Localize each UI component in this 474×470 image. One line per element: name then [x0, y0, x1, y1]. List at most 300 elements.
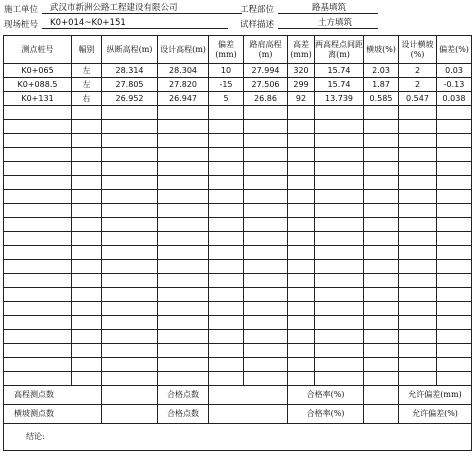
- empty-row: [4, 148, 472, 162]
- empty-cell: [72, 288, 102, 302]
- empty-cell: [4, 316, 72, 330]
- empty-cell: [364, 162, 399, 176]
- empty-cell: [288, 190, 315, 204]
- station-cell: K0+131: [4, 92, 72, 106]
- slope-dev-cell: 0.03: [437, 64, 472, 78]
- empty-cell: [244, 148, 288, 162]
- empty-cell: [72, 232, 102, 246]
- empty-cell: [399, 288, 437, 302]
- empty-cell: [4, 162, 72, 176]
- empty-cell: [209, 148, 244, 162]
- header-row: [4, 36, 472, 64]
- table-row: [4, 78, 472, 92]
- slope-pass-value: [209, 405, 288, 424]
- empty-cell: [72, 274, 102, 288]
- empty-cell: [72, 218, 102, 232]
- col-header: 路肩高程(m): [244, 36, 288, 64]
- empty-cell: [288, 176, 315, 190]
- empty-cell: [315, 274, 364, 288]
- empty-cell: [102, 176, 158, 190]
- side-cell: 左: [72, 78, 102, 92]
- empty-cell: [437, 120, 472, 134]
- empty-cell: [437, 288, 472, 302]
- empty-cell: [399, 204, 437, 218]
- empty-cell: [158, 176, 209, 190]
- slope-summary-row: [4, 405, 472, 424]
- empty-cell: [244, 120, 288, 134]
- empty-row: [4, 232, 472, 246]
- empty-cell: [364, 190, 399, 204]
- empty-cell: [4, 246, 72, 260]
- empty-cell: [399, 134, 437, 148]
- empty-cell: [399, 358, 437, 372]
- slope-allow-label: 允许偏差(%): [399, 405, 472, 424]
- empty-cell: [72, 148, 102, 162]
- empty-cell: [158, 106, 209, 120]
- station-value: K0+014~K0+151: [50, 18, 126, 28]
- slope-cell: 2.03: [364, 64, 399, 78]
- empty-cell: [244, 246, 288, 260]
- conclusion-label: 结论:: [4, 424, 472, 451]
- empty-cell: [364, 218, 399, 232]
- empty-cell: [4, 288, 72, 302]
- empty-cell: [244, 358, 288, 372]
- empty-cell: [4, 232, 72, 246]
- empty-cell: [315, 106, 364, 120]
- empty-cell: [72, 106, 102, 120]
- empty-cell: [209, 260, 244, 274]
- empty-cell: [158, 218, 209, 232]
- empty-cell: [244, 190, 288, 204]
- empty-cell: [288, 204, 315, 218]
- col-header: 两高程点间距离(m): [315, 36, 364, 64]
- empty-cell: [364, 120, 399, 134]
- empty-cell: [364, 148, 399, 162]
- col-header: 设计横坡(%): [399, 36, 437, 64]
- empty-cell: [399, 246, 437, 260]
- empty-cell: [4, 218, 72, 232]
- table-row: [4, 92, 472, 106]
- empty-cell: [288, 274, 315, 288]
- empty-cell: [364, 372, 399, 386]
- empty-cell: [72, 162, 102, 176]
- empty-cell: [315, 120, 364, 134]
- empty-cell: [102, 106, 158, 120]
- empty-cell: [244, 344, 288, 358]
- col-header: 高差(mm): [288, 36, 315, 64]
- elev-rate-label: 合格率(%): [288, 386, 364, 405]
- empty-cell: [364, 176, 399, 190]
- dev-cell: 10: [209, 64, 244, 78]
- design-elev-cell: 27.820: [158, 78, 209, 92]
- dist-cell: 15.74: [315, 78, 364, 92]
- design-slope-cell: 2: [399, 78, 437, 92]
- empty-cell: [158, 316, 209, 330]
- empty-cell: [364, 232, 399, 246]
- empty-cell: [72, 260, 102, 274]
- empty-cell: [288, 134, 315, 148]
- empty-cell: [399, 302, 437, 316]
- empty-cell: [4, 204, 72, 218]
- empty-cell: [4, 190, 72, 204]
- empty-cell: [158, 260, 209, 274]
- empty-cell: [158, 190, 209, 204]
- empty-cell: [209, 106, 244, 120]
- empty-cell: [4, 358, 72, 372]
- empty-cell: [244, 302, 288, 316]
- empty-cell: [315, 302, 364, 316]
- empty-cell: [158, 120, 209, 134]
- elev-rate-value: [364, 386, 399, 405]
- slope-dev-cell: -0.13: [437, 78, 472, 92]
- empty-cell: [102, 288, 158, 302]
- shoulder-cell: 27.506: [244, 78, 288, 92]
- empty-cell: [102, 330, 158, 344]
- empty-cell: [158, 372, 209, 386]
- empty-cell: [72, 330, 102, 344]
- empty-cell: [288, 246, 315, 260]
- empty-cell: [72, 176, 102, 190]
- empty-cell: [315, 176, 364, 190]
- empty-cell: [399, 232, 437, 246]
- diff-cell: 299: [288, 78, 315, 92]
- slope-points-label: 横坡测点数: [4, 405, 102, 424]
- shoulder-cell: 27.994: [244, 64, 288, 78]
- empty-cell: [437, 176, 472, 190]
- empty-cell: [437, 316, 472, 330]
- empty-cell: [158, 344, 209, 358]
- station-cell: K0+088.5: [4, 78, 72, 92]
- slope-points-value: [102, 405, 158, 424]
- slope-cell: 0.585: [364, 92, 399, 106]
- empty-cell: [437, 190, 472, 204]
- empty-cell: [102, 162, 158, 176]
- empty-cell: [364, 274, 399, 288]
- empty-cell: [4, 148, 72, 162]
- empty-cell: [72, 316, 102, 330]
- empty-cell: [288, 148, 315, 162]
- empty-cell: [102, 358, 158, 372]
- empty-cell: [437, 204, 472, 218]
- empty-cell: [158, 288, 209, 302]
- empty-cell: [102, 302, 158, 316]
- test-label: 试样描述: [240, 20, 275, 30]
- empty-row: [4, 302, 472, 316]
- empty-cell: [437, 302, 472, 316]
- empty-cell: [244, 330, 288, 344]
- empty-row: [4, 260, 472, 274]
- dist-cell: 15.74: [315, 64, 364, 78]
- empty-row: [4, 120, 472, 134]
- part-label: 工程部位: [240, 5, 275, 15]
- empty-cell: [158, 232, 209, 246]
- empty-cell: [437, 330, 472, 344]
- empty-cell: [288, 358, 315, 372]
- empty-cell: [244, 288, 288, 302]
- empty-row: [4, 274, 472, 288]
- empty-cell: [399, 344, 437, 358]
- empty-cell: [244, 372, 288, 386]
- empty-cell: [244, 232, 288, 246]
- col-header: 横坡(%): [364, 36, 399, 64]
- empty-cell: [315, 190, 364, 204]
- empty-cell: [288, 372, 315, 386]
- elev-pass-value: [209, 386, 288, 405]
- empty-cell: [437, 260, 472, 274]
- col-header: 设计高程(m): [158, 36, 209, 64]
- empty-cell: [158, 302, 209, 316]
- empty-row: [4, 190, 472, 204]
- empty-cell: [102, 134, 158, 148]
- empty-row: [4, 330, 472, 344]
- empty-cell: [102, 372, 158, 386]
- part-value: 路基填筑: [312, 3, 347, 13]
- empty-cell: [288, 316, 315, 330]
- elev-cell: 26.952: [102, 92, 158, 106]
- empty-cell: [72, 302, 102, 316]
- empty-cell: [437, 106, 472, 120]
- empty-cell: [209, 274, 244, 288]
- unit-value: 武汉市新洲公路工程建设有限公司: [50, 3, 178, 13]
- empty-cell: [399, 176, 437, 190]
- empty-cell: [158, 204, 209, 218]
- empty-cell: [288, 232, 315, 246]
- empty-cell: [315, 134, 364, 148]
- side-cell: 左: [72, 64, 102, 78]
- col-header: 偏差(%): [437, 36, 472, 64]
- empty-cell: [364, 302, 399, 316]
- empty-cell: [364, 246, 399, 260]
- empty-cell: [315, 218, 364, 232]
- empty-cell: [244, 204, 288, 218]
- empty-cell: [72, 190, 102, 204]
- test-value: 土方填筑: [318, 18, 353, 28]
- empty-cell: [4, 372, 72, 386]
- part-field: [278, 3, 378, 14]
- dev-cell: 5: [209, 92, 244, 106]
- empty-cell: [209, 204, 244, 218]
- empty-cell: [437, 344, 472, 358]
- empty-cell: [399, 330, 437, 344]
- empty-cell: [364, 288, 399, 302]
- empty-cell: [102, 232, 158, 246]
- empty-cell: [288, 106, 315, 120]
- elev-pass-label: 合格点数: [158, 386, 209, 405]
- empty-row: [4, 372, 472, 386]
- empty-cell: [158, 148, 209, 162]
- empty-cell: [158, 246, 209, 260]
- side-cell: 右: [72, 92, 102, 106]
- empty-cell: [437, 372, 472, 386]
- elev-allow-label: 允许偏差(mm): [399, 386, 472, 405]
- empty-cell: [158, 358, 209, 372]
- slope-cell: 1.87: [364, 78, 399, 92]
- empty-cell: [315, 372, 364, 386]
- col-header: 测点桩号: [4, 36, 72, 64]
- table-row: [4, 64, 472, 78]
- empty-cell: [399, 274, 437, 288]
- empty-row: [4, 106, 472, 120]
- empty-cell: [244, 316, 288, 330]
- empty-cell: [315, 204, 364, 218]
- empty-cell: [315, 316, 364, 330]
- empty-cell: [158, 274, 209, 288]
- empty-cell: [4, 274, 72, 288]
- col-header: 偏差(mm): [209, 36, 244, 64]
- empty-cell: [288, 330, 315, 344]
- empty-cell: [102, 316, 158, 330]
- empty-cell: [399, 218, 437, 232]
- empty-cell: [399, 316, 437, 330]
- empty-cell: [209, 288, 244, 302]
- empty-cell: [102, 190, 158, 204]
- empty-row: [4, 344, 472, 358]
- empty-cell: [288, 260, 315, 274]
- empty-cell: [209, 232, 244, 246]
- empty-cell: [209, 344, 244, 358]
- empty-cell: [72, 246, 102, 260]
- empty-cell: [244, 218, 288, 232]
- slope-pass-label: 合格点数: [158, 405, 209, 424]
- empty-cell: [399, 260, 437, 274]
- empty-cell: [102, 218, 158, 232]
- diff-cell: 92: [288, 92, 315, 106]
- empty-cell: [364, 358, 399, 372]
- slope-dev-cell: 0.038: [437, 92, 472, 106]
- empty-cell: [158, 330, 209, 344]
- empty-cell: [315, 260, 364, 274]
- col-header: 幅别: [72, 36, 102, 64]
- empty-cell: [364, 134, 399, 148]
- elev-points-label: 高程测点数: [4, 386, 102, 405]
- empty-cell: [315, 162, 364, 176]
- empty-cell: [102, 120, 158, 134]
- design-elev-cell: 26.947: [158, 92, 209, 106]
- empty-cell: [288, 344, 315, 358]
- empty-cell: [4, 134, 72, 148]
- empty-row: [4, 246, 472, 260]
- empty-cell: [4, 176, 72, 190]
- empty-row: [4, 218, 472, 232]
- empty-cell: [102, 246, 158, 260]
- empty-cell: [72, 358, 102, 372]
- empty-row: [4, 176, 472, 190]
- empty-cell: [364, 316, 399, 330]
- empty-row: [4, 288, 472, 302]
- elev-points-value: [102, 386, 158, 405]
- empty-row: [4, 316, 472, 330]
- empty-cell: [437, 232, 472, 246]
- station-cell: K0+065: [4, 64, 72, 78]
- design-slope-cell: 0.547: [399, 92, 437, 106]
- empty-cell: [288, 288, 315, 302]
- empty-row: [4, 134, 472, 148]
- empty-cell: [288, 120, 315, 134]
- empty-cell: [72, 204, 102, 218]
- empty-cell: [399, 106, 437, 120]
- design-elev-cell: 28.304: [158, 64, 209, 78]
- empty-cell: [244, 176, 288, 190]
- empty-cell: [364, 344, 399, 358]
- empty-cell: [364, 330, 399, 344]
- empty-cell: [102, 260, 158, 274]
- empty-cell: [209, 134, 244, 148]
- dev-cell: -15: [209, 78, 244, 92]
- empty-cell: [244, 274, 288, 288]
- empty-cell: [364, 204, 399, 218]
- empty-cell: [437, 134, 472, 148]
- empty-cell: [209, 190, 244, 204]
- empty-cell: [209, 372, 244, 386]
- empty-cell: [4, 120, 72, 134]
- empty-cell: [209, 316, 244, 330]
- station-label: 现场桩号: [4, 20, 39, 30]
- empty-cell: [72, 372, 102, 386]
- elev-summary-row: [4, 386, 472, 405]
- empty-cell: [209, 330, 244, 344]
- empty-cell: [399, 190, 437, 204]
- empty-cell: [4, 106, 72, 120]
- station-field: [42, 18, 228, 29]
- empty-cell: [315, 358, 364, 372]
- empty-cell: [102, 344, 158, 358]
- col-header: 纵断高程(m): [102, 36, 158, 64]
- empty-cell: [437, 218, 472, 232]
- empty-cell: [244, 106, 288, 120]
- conclusion-row: [4, 424, 472, 451]
- empty-cell: [364, 260, 399, 274]
- empty-cell: [399, 120, 437, 134]
- empty-cell: [102, 274, 158, 288]
- empty-cell: [102, 148, 158, 162]
- test-field: [278, 18, 378, 29]
- empty-cell: [315, 288, 364, 302]
- empty-cell: [437, 162, 472, 176]
- empty-cell: [209, 218, 244, 232]
- empty-cell: [399, 162, 437, 176]
- shoulder-cell: 26.86: [244, 92, 288, 106]
- elev-cell: 28.314: [102, 64, 158, 78]
- empty-cell: [437, 148, 472, 162]
- empty-cell: [158, 134, 209, 148]
- empty-cell: [399, 148, 437, 162]
- empty-cell: [209, 302, 244, 316]
- empty-cell: [244, 134, 288, 148]
- empty-cell: [209, 358, 244, 372]
- empty-cell: [209, 120, 244, 134]
- empty-cell: [72, 134, 102, 148]
- empty-cell: [437, 274, 472, 288]
- empty-cell: [399, 372, 437, 386]
- empty-cell: [244, 162, 288, 176]
- empty-cell: [437, 246, 472, 260]
- empty-row: [4, 162, 472, 176]
- empty-cell: [315, 344, 364, 358]
- empty-cell: [315, 246, 364, 260]
- elev-cell: 27.805: [102, 78, 158, 92]
- empty-cell: [244, 260, 288, 274]
- survey-table: [3, 35, 472, 451]
- empty-cell: [4, 330, 72, 344]
- empty-cell: [288, 218, 315, 232]
- slope-rate-label: 合格率(%): [288, 405, 364, 424]
- diff-cell: 320: [288, 64, 315, 78]
- empty-cell: [437, 358, 472, 372]
- empty-cell: [315, 232, 364, 246]
- dist-cell: 13.739: [315, 92, 364, 106]
- design-slope-cell: 2: [399, 64, 437, 78]
- empty-cell: [72, 120, 102, 134]
